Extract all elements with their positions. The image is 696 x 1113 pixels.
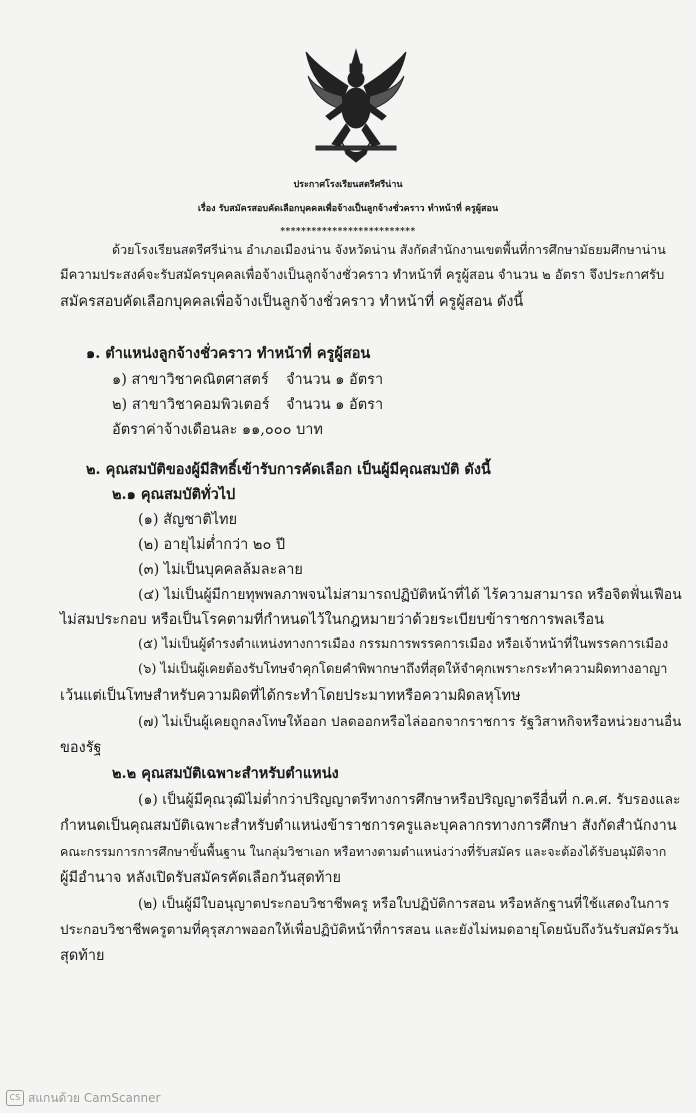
announcement-title: ประกาศโรงเรียนสตรีศรีน่าน	[293, 180, 403, 190]
general-qualifications-heading: ๒.๑ คุณสมบัติทั่วไป	[112, 486, 236, 503]
general-qualification: (๒) อายุไม่ต่ำกว่า ๒๐ ปี	[138, 537, 286, 553]
specific-qualification: คณะกรรมการการศึกษาขั้นพื้นฐาน ในกลุ่มวิชาเอก หรือทางตามตำแหน่งว่างที่รับสมัคร และจะต้องได้รับอนุมัติจาก	[60, 844, 667, 859]
camscanner-logo-icon: CS	[6, 1090, 24, 1106]
position-count: จำนวน ๑ อัตรา	[286, 372, 384, 388]
intro-line: มีความประสงค์จะรับสมัครบุคคลเพื่อจ้างเป็นลูกจ้างชั่วคราว ทำหน้าที่ ครูผู้สอน จำนวน ๒ อัตรา จึงประกาศรับ	[60, 268, 665, 283]
garuda-emblem-icon	[302, 46, 410, 164]
general-qualification: (๔) ไม่เป็นผู้มีกายทุพพลภาพจนไม่สามารถปฏิบัติหน้าที่ได้ ไร้ความสามารถ หรือจิตฟั่นเฟือน	[138, 587, 682, 603]
specific-qualification: ผู้มีอำนาจ หลังเปิดรับสมัครคัดเลือกวันสุดท้าย	[60, 870, 342, 886]
general-qualification: เว้นแต่เป็นโทษสำหรับความผิดที่ได้กระทำโดยประมาทหรือความผิดลหุโทษ	[60, 688, 521, 704]
specific-qualification: (๑) เป็นผู้มีคุณวุฒิไม่ต่ำกว่าปริญญาตรีทางการศึกษาหรือปริญญาตรีอื่นที่ ก.ค.ศ. รับรองและ	[138, 792, 681, 808]
general-qualification: (๖) ไม่เป็นผู้เคยต้องรับโทษจำคุกโดยคำพิพากษาถึงที่สุดให้จำคุกเพราะกระทำความผิดทางอาญา	[138, 662, 668, 677]
general-qualification: ของรัฐ	[60, 740, 102, 756]
salary-text: อัตราค่าจ้างเดือนละ ๑๑,๐๐๐ บาท	[112, 422, 323, 438]
position-count: จำนวน ๑ อัตรา	[286, 397, 384, 413]
specific-qualifications-heading: ๒.๒ คุณสมบัติเฉพาะสำหรับตำแหน่ง	[112, 765, 339, 782]
position-name: ๒) สาขาวิชาคอมพิวเตอร์	[112, 397, 270, 413]
separator-stars: **************************	[280, 227, 416, 237]
general-qualification: (๓) ไม่เป็นบุคคลล้มละลาย	[138, 562, 303, 578]
section2-heading: ๒. คุณสมบัติของผู้มีสิทธิ์เข้ารับการคัดเลือก เป็นผู้มีคุณสมบัติ ดังนี้	[86, 461, 491, 478]
general-qualification: (๑) สัญชาติไทย	[138, 512, 238, 528]
announcement-subject: เรื่อง รับสมัครสอบคัดเลือกบุคคลเพื่อจ้างเป็นลูกจ้างชั่วคราว ทำหน้าที่ ครูผู้สอน	[197, 204, 499, 214]
specific-qualification: ประกอบวิชาชีพครูตามที่คุรุสภาพออกให้เพื่อปฏิบัติหน้าที่การสอน และยังไม่หมดอายุโดยนับถึงวันรับสมัครวัน	[60, 922, 679, 938]
general-qualification: ไม่สมประกอบ หรือเป็นโรคตามที่กำหนดไว้ในกฎหมายว่าด้วยระเบียบข้าราชการพลเรือน	[60, 612, 605, 628]
camscanner-watermark	[6, 1089, 160, 1107]
position-name: ๑) สาขาวิชาคณิตศาสตร์	[112, 372, 269, 388]
intro-line: ด้วยโรงเรียนสตรีศรีน่าน อำเภอเมืองน่าน จังหวัดน่าน สังกัดสำนักงานเขตพื้นที่การศึกษามัธยมศึกษาน่าน	[112, 242, 666, 257]
specific-qualification: กำหนดเป็นคุณสมบัติเฉพาะสำหรับตำแหน่งข้าราชการครูและบุคลากรทางการศึกษา สังกัดสำนักงาน	[60, 818, 677, 834]
general-qualification: (๗) ไม่เป็นผู้เคยถูกลงโทษให้ออก ปลดออกหรือไล่ออกจากราชการ รัฐวิสาหกิจหรือหน่วยงานอื่น	[138, 714, 682, 730]
intro-line: สมัครสอบคัดเลือกบุคคลเพื่อจ้างเป็นลูกจ้างชั่วคราว ทำหน้าที่ ครูผู้สอน ดังนี้	[60, 294, 524, 310]
camscanner-text: สแกนด้วย CamScanner	[28, 1090, 161, 1105]
section1-heading: ๑. ตำแหน่งลูกจ้างชั่วคราว ทำหน้าที่ ครูผู้สอน	[86, 345, 371, 362]
general-qualification: (๕) ไม่เป็นผู้ดำรงตำแหน่งทางการเมือง กรรมการพรรคการเมือง หรือเจ้าหน้าที่ในพรรคการเมือง	[138, 637, 669, 652]
specific-qualification: สุดท้าย	[60, 948, 105, 964]
specific-qualification: (๒) เป็นผู้มีใบอนุญาตประกอบวิชาชีพครู หรือใบปฏิบัติการสอน หรือหลักฐานที่ใช้แสดงในการ	[138, 896, 670, 912]
